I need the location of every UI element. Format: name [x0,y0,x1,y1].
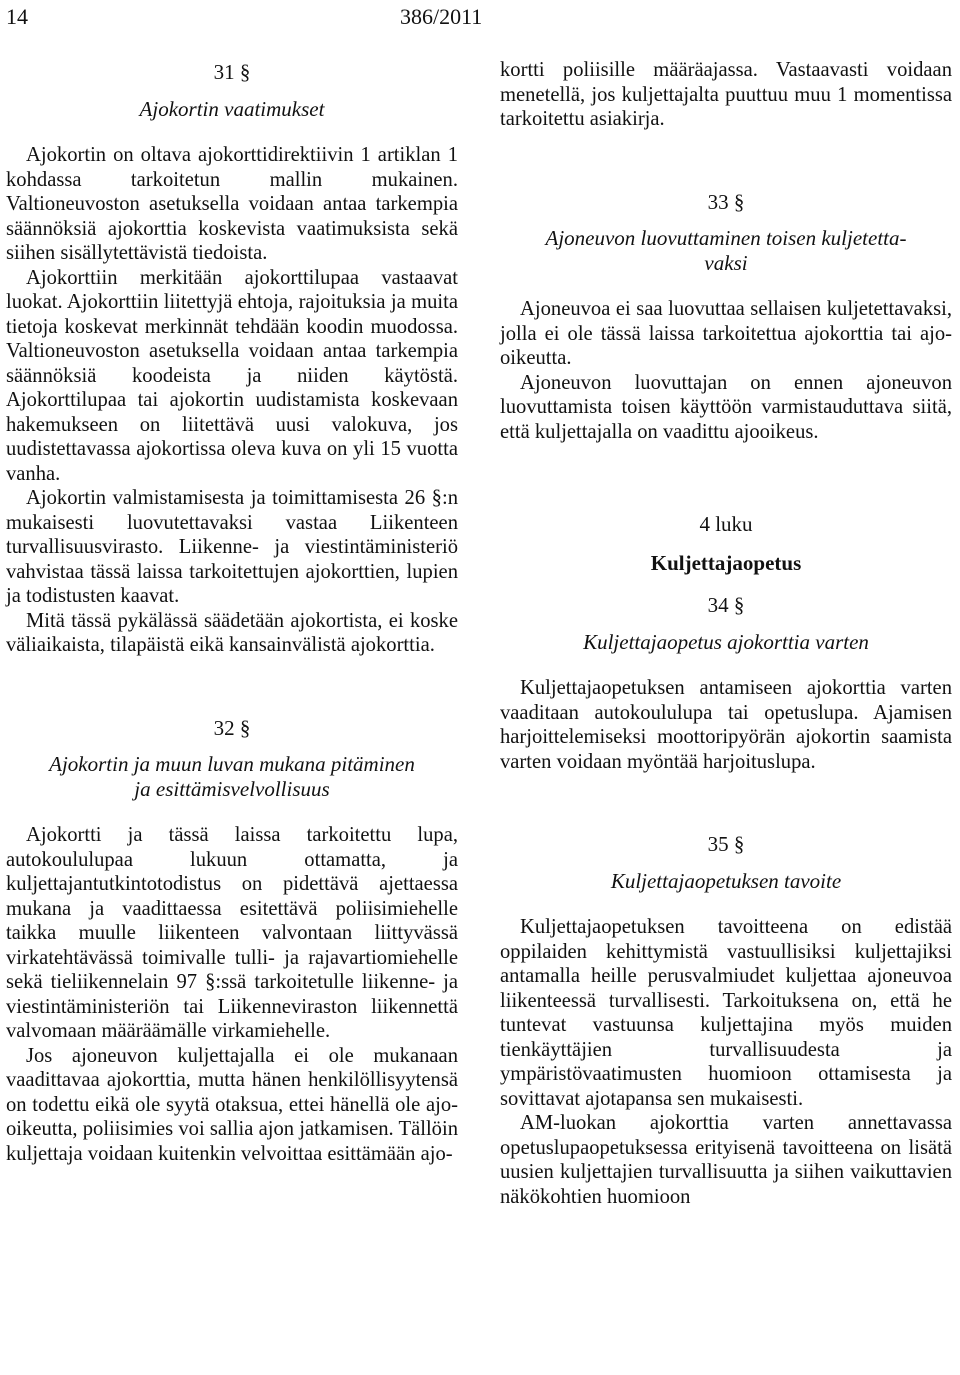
chapter-4-title: Kuljettajaopetus [650,550,802,575]
section-35-number: 35 § [707,832,745,856]
section-33-title [500,226,952,275]
section-31-title: Ajokortin vaatimukset [139,96,325,121]
section-32-para-2: Jos ajoneuvon kuljettajalla ei ole mukanaan vaadittavaa ajokorttia, mutta hänen henkilöllisyytensä on todettu eikä ole syytä otaksua, ettei hänellä ole ajo-oikeutta, poliisimies voi sallia ajon jatkamisen. Tällöin kuljettaja voidaan kuitenkin velvoittaa esittämään ajo- [6,1044,458,1165]
page-number: 14 [6,4,28,29]
section-32-title-line-1: Ajokortin ja muun luvan mukana pitäminen [49,752,415,776]
page-header [0,0,960,40]
section-32-title-line-2: ja esittämisvelvollisuus [134,776,330,801]
chapter-4-number: 4 luku [699,512,753,536]
section-32-number: 32 § [213,715,251,740]
left-column [6,58,458,1166]
right-column [500,58,952,1209]
section-31-number: 31 § [213,60,251,84]
section-31-para-3: Ajokortin valmistamisesta ja toimittamisesta 26 §:n mukaisesti luovutettavaksi vastaa Liikenteen turvallisuusvirasto. Liikenne- ja viestintäministeriö vahvistaa tässä laissa tarkoitettujen ajokorttien, lupien ja todistusten kaavat. [6,487,458,607]
section-31-para-1: Ajokortin on oltava ajokorttidirektiivin 1 artiklan 1 kohdassa tarkoitetun mallin mukainen. Valtioneuvoston asetuksella voidaan antaa tarkempia säännöksiä ajokorttia koskevista vaatimuksista sekä siihen sisällytettävistä tiedoista. [6,144,458,264]
section-35-para-2: AM-luokan ajokorttia varten annettavassa opetuslupaopetuksessa erityisenä tavoitteena on lisätä uusien kuljettajien turvallisuutta ja siihen vaikuttavien näkökohtien huomioon [500,1112,952,1208]
section-35-title: Kuljettajaopetuksen tavoite [610,868,842,893]
section-33-title-line-1: Ajoneuvon luovuttaminen toisen kuljetetta- [545,226,907,250]
section-33-title-line-2: vaksi [704,250,748,275]
section-33-para-2: Ajoneuvon luovuttajan on ennen ajoneuvon luovuttamista toisen käyttöön varmistauduttava siitä, että kuljettajalla on vaadittu ajooikeus. [500,371,952,443]
section-32-para-1: Ajokortti ja tässä laissa tarkoitettu lupa, autokoululupaa lukuun ottamatta, ja kuljettajantutkintotodistus on pidettävä ajettaessa mukana ja vaadittaessa esitettävä poliisimiehelle taikka muulle liikenteen valvontaan liittyvässä virkatehtävässä toimivalle tulli- ja rajavartiomiehelle sekä tieliikennelain 97 §:ssä tarkoitetulle liikenne- ja viestintäministeriön tai Liikenneviraston liikennettä valvomaan määräämälle virkamiehelle. [6,824,458,1042]
section-33-number: 33 § [707,189,745,214]
section-35-para-1: Kuljettajaopetuksen tavoitteena on edistää oppilaiden kehittymistä vastuullisiksi kuljettajiksi antamalla heille perusvalmiudet kuljettaa ajoneuvoa liikenteessä turvallisesti. Tarkoituksena on, että he tuntevat vastuunsa kuljettajina myös muiden tienkäyttäjien turvallisuudesta ja ympäristövaatimusten huomioon ottamisesta ja sovittavat ajotapansa sen mukaisesti. [500,916,952,1110]
continuation-text: kortti poliisille määräajassa. Vastaavasti voidaan menetellä, jos kuljettajalta puuttuu muu 1 momentissa tarkoitettu asiakirja. [500,59,952,130]
section-34-number: 34 § [707,593,745,617]
section-34-title: Kuljettajaopetus ajokorttia varten [583,629,869,654]
section-32-title [6,752,458,801]
issue-number: 386/2011 [400,4,483,29]
section-33-para-1: Ajoneuvoa ei saa luovuttaa sellaisen kuljetettavaksi, jolla ei ole tässä laissa tarkoitettua ajokorttia tai ajo-oikeutta. [500,298,952,369]
section-31-para-2: Ajokorttiin merkitään ajokorttilupaa vastaavat luokat. Ajokorttiin liitettyjä ehtoja, rajoituksia ja muita tietoja koskevat merkinnät tehdään koodin muodossa. Valtioneuvoston asetuksella voidaan antaa tarkempia säännöksiä koodeista ja niiden käytöstä. Ajokorttilupaa tai ajokortin uudistamista koskevaan hakemukseen on liitettävä uusi valokuva, jos uudistettavassa ajokortissa oleva kuva on yli 15 vuotta vanha. [6,266,458,485]
section-31-para-4: Mitä tässä pykälässä säädetään ajokortista, ei koske väliaikaista, tilapäistä eikä kansainvälistä ajokorttia. [6,609,458,656]
section-34-para-1: Kuljettajaopetuksen antamiseen ajokorttia varten vaaditaan autokoululupa tai opetuslupa. Ajamisen harjoittelemiseksi moottoripyörän ajokortin saamista varten voidaan myöntää harjoituslupa. [500,677,952,773]
